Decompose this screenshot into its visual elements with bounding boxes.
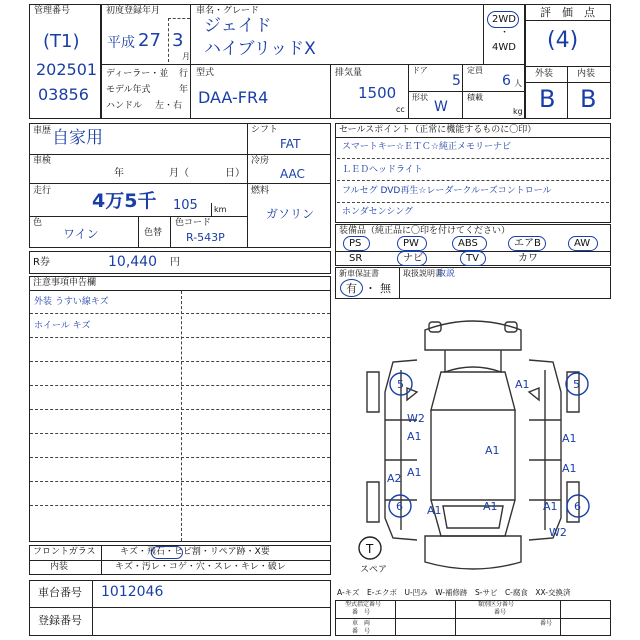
recycle-label: R券 xyxy=(33,257,50,268)
recycle-box xyxy=(29,251,331,274)
shape-label: 形状 xyxy=(412,93,428,102)
regno-label: 登録番号 xyxy=(38,614,82,627)
equip-pw: PW xyxy=(403,238,419,249)
glass-circle xyxy=(151,546,183,559)
color-code: R-543P xyxy=(186,231,225,244)
fuel-value: ガソリン xyxy=(266,207,315,221)
equip-airbag: エアB xyxy=(514,238,541,249)
sales-l3: フルセグ DVD再生☆レーダークルーズコントロール xyxy=(342,186,552,196)
disp-value: 1500 xyxy=(358,84,397,102)
dealer-l4: 年 xyxy=(179,85,189,95)
equip-navi-circle xyxy=(397,251,427,266)
diag-mark-2: 5 xyxy=(573,378,580,391)
spare-mark: T xyxy=(366,542,374,556)
equip-sr: SR xyxy=(349,253,363,264)
equip-label: 装備品（純正品に〇印を付けてください） xyxy=(339,226,511,236)
model-label: 型式 xyxy=(196,68,215,78)
chassis-value: 1012046 xyxy=(101,584,164,600)
equip-airbag-circle xyxy=(508,236,546,251)
recycle-unit: 円 xyxy=(170,257,180,268)
shift-value: FAT xyxy=(280,137,301,151)
diag-mark-1: A1 xyxy=(515,378,530,391)
load-label: 積載 xyxy=(467,93,483,102)
small-b: 番 号 xyxy=(352,609,371,616)
dealer-l3: モデル年式 xyxy=(106,85,151,95)
diag-mark-5: A1 xyxy=(485,444,500,457)
small-a: 型式指定番号 xyxy=(345,601,382,608)
cap-unit: 人 xyxy=(514,79,522,88)
diag-mark-11: A1 xyxy=(427,504,442,517)
eval-ext-label: 外装 xyxy=(535,69,554,79)
diag-mark-0: 5 xyxy=(397,378,404,391)
notes-l1: 外装 うすい線キズ xyxy=(34,297,109,307)
reg-label: 初度登録年月 xyxy=(106,6,161,16)
interior-options: キズ・汚レ・コゲ・穴・スレ・キレ・破レ xyxy=(115,562,286,572)
equip-aw: AW xyxy=(574,238,591,249)
equip-ps-circle xyxy=(343,236,370,251)
mileage-value: 4万5千 xyxy=(92,190,157,212)
mgmt-label: 管理番号 xyxy=(34,6,71,16)
car-grade: ハイブリッドX xyxy=(204,39,316,59)
equip-tv: TV xyxy=(466,253,479,264)
equip-leather: カワ xyxy=(518,253,538,264)
warranty-rest: 無 xyxy=(380,282,391,295)
diag-mark-14: A1 xyxy=(543,500,558,513)
equip-navi: ナビ xyxy=(403,253,423,264)
ac-value: AAC xyxy=(280,167,305,181)
color-value: ワイン xyxy=(63,227,99,241)
diag-mark-10: 6 xyxy=(396,500,403,513)
dealer-l2: 行 xyxy=(179,69,189,79)
mgmt-v1: (T1) xyxy=(43,31,80,52)
mgmt-v3: 03856 xyxy=(38,85,89,104)
notes-label: 注意事項申告欄 xyxy=(33,278,97,288)
usage-label: 車歴 xyxy=(33,126,52,136)
dealer-l1: ディーラー・並 xyxy=(106,69,169,79)
mgmt-v2: 202501 xyxy=(36,60,98,79)
warranty-label: 新車保証書 xyxy=(339,269,379,278)
car-name: ジェイド xyxy=(204,16,272,36)
diag-mark-9: A1 xyxy=(407,466,422,479)
inspection-y: 年 xyxy=(114,168,124,179)
cap-value: 6 xyxy=(502,73,511,89)
small-g: 番号 xyxy=(540,620,553,627)
recycle-value: 10,440 xyxy=(108,254,157,270)
ac-label: 冷房 xyxy=(251,156,270,166)
equip-ps: PS xyxy=(349,238,362,249)
shape-value: W xyxy=(434,99,448,115)
equip-tv-circle xyxy=(460,251,486,266)
mileage-extra: 105 xyxy=(173,198,198,213)
shift-label: シフト xyxy=(251,125,279,135)
eval-box xyxy=(525,4,611,119)
reg-era: 平成 xyxy=(107,35,135,51)
reg-month: 3 xyxy=(172,30,184,51)
equip-abs: ABS xyxy=(458,238,478,249)
dealer-l6: 左・右 xyxy=(155,101,183,111)
manual-label: 取扱説明書 xyxy=(403,269,443,278)
small-c: 類別区分番号 xyxy=(478,601,515,608)
notes-l2: ホイール キズ xyxy=(34,321,91,331)
diag-mark-3: W2 xyxy=(407,412,425,425)
small-d: 番号 xyxy=(494,609,507,616)
diag-mark-6: A1 xyxy=(562,432,577,445)
drive-dot: ・ xyxy=(500,28,510,38)
diag-mark-13: 6 xyxy=(574,500,581,513)
spare-label: スペア xyxy=(360,565,388,575)
glass-label: フロントガラス xyxy=(33,547,96,557)
warranty-circled: 有 xyxy=(346,282,357,295)
sales-l2: ＬＥＤヘッドライト xyxy=(342,165,423,175)
doors-value: 5 xyxy=(452,73,461,89)
usage-value: 自家用 xyxy=(52,128,103,148)
model-value: DAA-FR4 xyxy=(198,88,269,107)
sales-l1: スマートキー☆ＥＴＣ☆純正メモリーナビ xyxy=(342,142,511,152)
small-f: 番 号 xyxy=(352,628,371,635)
equip-abs-circle xyxy=(452,236,487,251)
warranty-sep: ・ xyxy=(365,282,376,295)
inspection-d: 日） xyxy=(225,168,245,179)
dealer-l5: ハンドル xyxy=(106,101,143,111)
cap-label: 定員 xyxy=(467,66,483,75)
mileage-unit: km xyxy=(214,205,227,214)
reg-month-unit: 月 xyxy=(182,52,190,61)
small-e: 車 両 xyxy=(352,620,371,627)
sales-l4: ホンダセンシング xyxy=(342,207,414,217)
glass-options: キズ・飛石・ヒビ割・リペア跡・X要 xyxy=(120,547,270,557)
diag-mark-4: A1 xyxy=(407,430,422,443)
fuel-label: 燃料 xyxy=(251,186,270,196)
disp-unit: cc xyxy=(396,105,405,114)
manual-value: 取説 xyxy=(437,269,456,279)
damage-legend: A-キズ E-エクボ U-凹み W-補修跡 S-サビ C-腐食 XX-交換済 xyxy=(337,588,571,597)
color-label: 色 xyxy=(33,218,43,228)
chassis-label: 車台番号 xyxy=(38,586,82,599)
color-code-label: 色コード xyxy=(175,218,212,228)
eval-int-label: 内装 xyxy=(577,69,596,79)
inspection-m: 月（ xyxy=(169,168,189,179)
eval-ext: B xyxy=(539,85,556,113)
disp-label: 排気量 xyxy=(335,68,363,78)
eval-int: B xyxy=(580,85,597,113)
color-change-label: 色替 xyxy=(144,228,163,238)
equip-aw-circle xyxy=(568,236,598,251)
interior-label: 内装 xyxy=(50,562,69,572)
drive-4wd: 4WD xyxy=(492,42,516,53)
inspection-label: 車検 xyxy=(33,156,52,166)
car-label: 車名・グレード xyxy=(196,6,260,16)
equip-pw-circle xyxy=(397,236,427,251)
diag-mark-15: W2 xyxy=(549,526,567,539)
mileage-label: 走行 xyxy=(33,186,52,196)
reg-year: 27 xyxy=(138,30,161,51)
doors-label: ドア xyxy=(412,66,428,75)
warranty-circle xyxy=(340,279,363,297)
car-diagram xyxy=(333,300,613,590)
load-unit: kg xyxy=(513,107,523,116)
sales-label: セールスポイント（正常に機能するものに〇印） xyxy=(339,125,537,135)
diag-mark-8: A2 xyxy=(387,472,402,485)
diag-mark-12: A1 xyxy=(483,500,498,513)
eval-score: (4) xyxy=(547,28,579,53)
eval-label: 評 価 点 xyxy=(540,6,595,19)
diag-mark-7: A1 xyxy=(562,462,577,475)
drive-2wd: 2WD xyxy=(492,14,516,25)
